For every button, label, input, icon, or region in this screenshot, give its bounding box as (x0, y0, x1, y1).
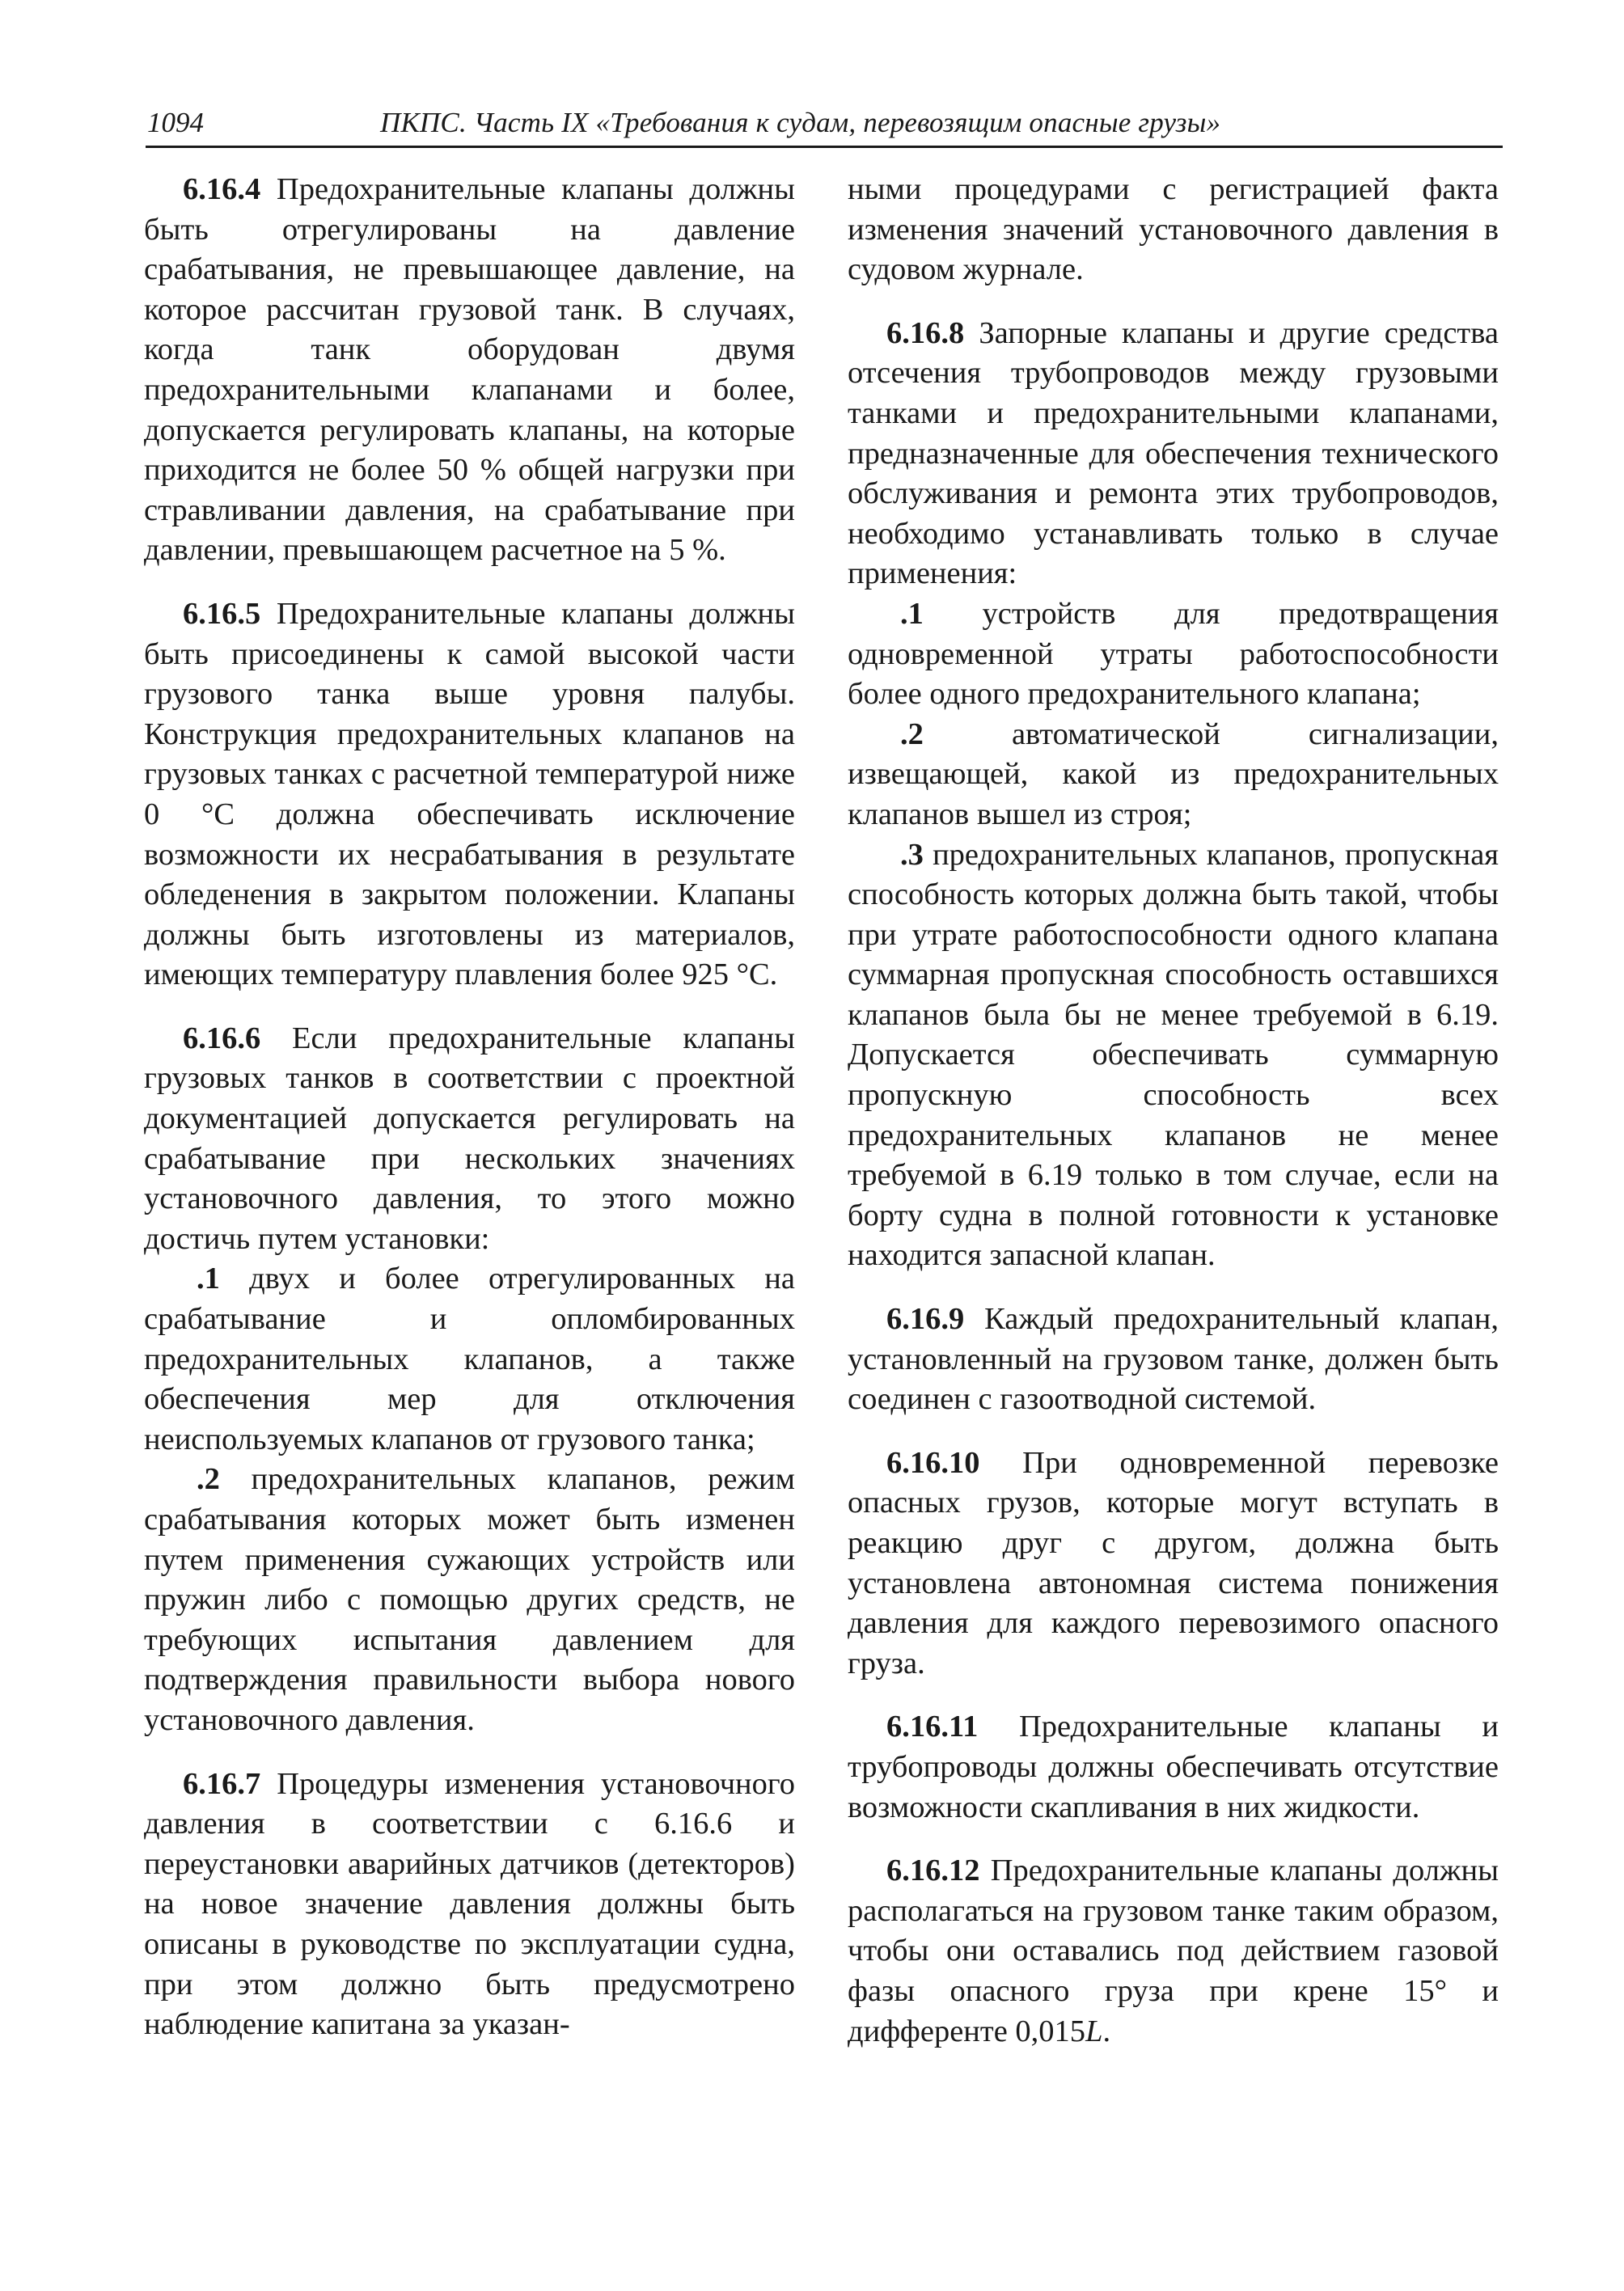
item-number: .2 (197, 1462, 220, 1497)
paragraph-6-16-8 (848, 314, 1499, 594)
paragraph-text: Предохранительные клапаны и трубопроводы должны обеспечивать отсутствие возможности скапливания в них жидкости. (848, 1710, 1499, 1824)
paragraph-6-16-7-continued: ными процедурами с регистрацией факта изменения значений установочного давления в судовом журнале. (848, 172, 1499, 287)
section-number: 6.16.12 (886, 1854, 980, 1888)
variable-l: L (1085, 2014, 1103, 2048)
right-column (848, 170, 1499, 2075)
item-text: автоматической сигнализации, извещающей, какой из предохранительных клапанов вышел из строя; (848, 716, 1499, 831)
paragraph-6-16-12 (848, 1851, 1499, 2052)
running-header (146, 104, 1503, 148)
section-number: 6.16.9 (886, 1302, 965, 1337)
section-number: 6.16.10 (886, 1445, 980, 1480)
section-number: 6.16.11 (886, 1710, 979, 1744)
paragraph-text: Каждый предохранительный клапан, установленный на грузовом танке, должен быть соединен с газоотводной системой. (848, 1302, 1499, 1417)
paragraph-text: Предохранительные клапаны должны быть отрегулированы на давление срабатывания, не превышающее давление, на которое рассчитан грузовой танк. В случаях, когда танк оборудован двумя предохранительными клапанами и более, допускается регулировать клапаны, на которые приходится не более 50 % общей нагрузки при стравливании давления, на срабатывание при давлении, превышающем расчетное на 5 %. (144, 172, 795, 568)
page-number: 1094 (147, 107, 204, 138)
item-number: .1 (197, 1262, 220, 1296)
item-number: .2 (900, 716, 924, 751)
section-number: 6.16.4 (183, 172, 261, 206)
paragraph-6-16-6 (144, 1019, 795, 1260)
section-number: 6.16.7 (183, 1766, 261, 1801)
paragraph-text: Процедуры изменения установочного давления в соответствии с 6.16.6 и переустановки аварийных датчиков (детекторов) на новое значение давления должны быть описаны в руководстве по эксплуатации судна, при этом должно быть предусмотрено наблюдение капитана за указан- (144, 1766, 795, 2042)
paragraph-6-16-5 (144, 594, 795, 995)
paragraph-6-16-9 (848, 1300, 1499, 1420)
item-number: .3 (900, 837, 924, 872)
paragraph-6-16-10 (848, 1443, 1499, 1684)
item-text: устройств для предотвращения одновременной утраты работоспособности более одного предохранительного клапана; (848, 596, 1499, 712)
item-text: двух и более отрегулированных на срабатывание и опломбированных предохранительных клапанов, а также обеспечения мер для отключения неиспользуемых клапанов от грузового танка; (144, 1262, 795, 1456)
section-number: 6.16.6 (183, 1021, 261, 1055)
paragraph-text: Запорные клапаны и другие средства отсечения трубопроводов между грузовыми танками и предохранительными клапанами, предназначенные для обеспечения технического обслуживания и ремонта этих трубопроводов, необходимо устанавливать только в случае применения: (848, 315, 1499, 591)
paragraph-text: При одновременной перевозке опасных грузов, которые могут вступать в реакцию друг с другом, должна быть установлена автономная система понижения давления для каждого перевозимого опасного груза. (848, 1445, 1499, 1680)
list-item (848, 594, 1499, 715)
item-text: предохранительных клапанов, пропускная способность которых должна быть такой, чтобы при утрате работоспособности одного клапана суммарная пропускная способность оставшихся клапанов была бы не менее требуемой в 6.19. Допускается обеспечивать суммарную пропускную способность всех предохранительных клапанов не менее требуемой в 6.19 только в том случае, если на борту судна в полной готовности к установке находится запасной клапан. (848, 837, 1499, 1273)
left-column (144, 170, 795, 2069)
paragraph-text: Предохранительные клапаны должны располагаться на грузовом танке таким образом, чтобы они оставались под действием газовой фазы опасного груза при крене 15° и дифференте 0,015 (848, 1854, 1499, 2048)
paragraph-text: Предохранительные клапаны должны быть присоединены к самой высокой части грузового танка выше уровня палубы. Конструкция предохранительных клапанов на грузовых танках с расчетной температурой ниже 0 °С должна обеспечивать исключение возможности их несрабатывания в результате обледенения в закрытом положении. Клапаны должны быть изготовлены из материалов, имеющих температуру плавления более 925 °С. (144, 596, 795, 992)
section-number: 6.16.5 (183, 596, 261, 631)
list-item (848, 715, 1499, 835)
list-item (144, 1259, 795, 1460)
paragraph-6-16-7 (144, 1765, 795, 2045)
paragraph-end: . (1102, 2014, 1111, 2048)
paragraph-6-16-11 (848, 1707, 1499, 1828)
paragraph-6-16-4 (144, 170, 795, 571)
paragraph-text: Если предохранительные клапаны грузовых танков в соответствии с проектной документацией допускается регулировать на срабатывание при нескольких значениях установочного давления, то этого можно достичь путем установки: (144, 1021, 795, 1256)
item-number: .1 (900, 596, 924, 631)
running-title: ПКПС. Часть IX «Требования к судам, перевозящим опасные грузы» (380, 107, 1221, 138)
list-item (144, 1460, 795, 1740)
section-number: 6.16.8 (886, 315, 965, 350)
item-text: предохранительных клапанов, режим срабатывания которых может быть изменен путем применения сужающих устройств или пружин либо с помощью других средств, не требующих испытания давлением для подтверждения правильности выбора нового установочного давления. (144, 1462, 795, 1737)
list-item (848, 835, 1499, 1277)
